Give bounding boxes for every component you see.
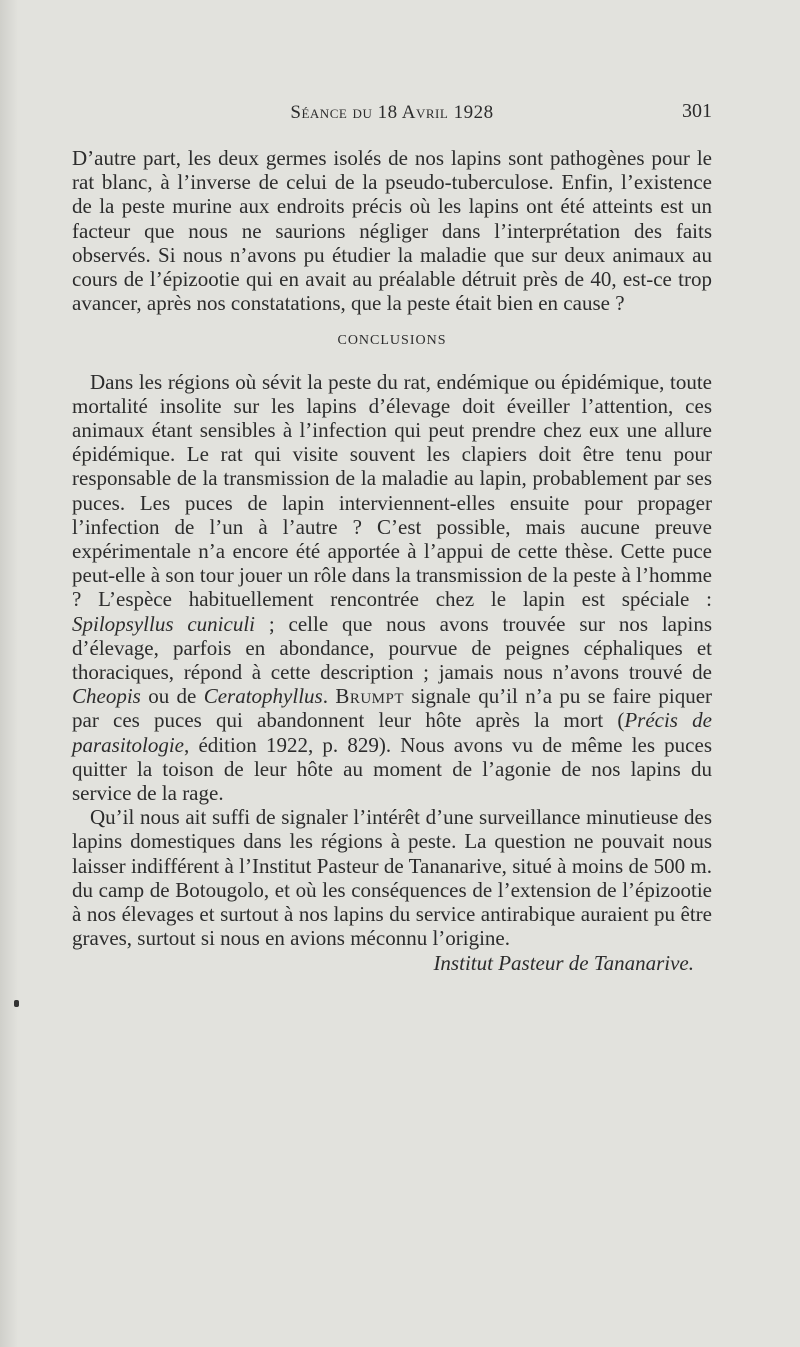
signature	[72, 951, 712, 975]
species-name-ceratophyllus: Ceratophyllus	[203, 684, 323, 709]
paragraph-1: D’autre part, les deux germes isolés de nos lapins sont pathogènes pour le rat blanc, à l’inverse de celui de la pseudo-tuberculose. Enfin, l’existence de la peste murine aux endroits précis où les lapins ont été atteints est un facteur que nous ne saurions négliger dans l’interprétation des faits observés. Si nous n’avons pu étudier la maladie que sur deux animaux au cours de l’épizootie qui en avait au préalable détruit près de 40, est-ce trop avancer, après nos constatations, que la peste était bien en cause ?	[72, 146, 712, 316]
species-name-spilopsyllus: Spilopsyllus cuniculi	[72, 611, 255, 636]
running-title: Séance du 18 Avril 1928	[290, 102, 494, 123]
page-edge	[0, 0, 18, 1347]
paragraph-2	[72, 370, 712, 806]
paragraph-2-text-d: .	[322, 684, 336, 709]
paragraph-2-text-b: ; celle que nous avons trouvée sur nos lapins d’élevage, parfois en abondance, pourvue de peignes céphaliques et thoraciques, répond à cette description ; jamais nous n’avons trouvé de	[72, 611, 713, 685]
paragraph-2-text-c: ou de	[140, 684, 204, 709]
paragraph-2-text-a: Dans les régions où sévit la peste du rat, endémique ou épidémique, toute mortalité insolite sur les lapins d’élevage doit éveiller l’attention, ces animaux étant sensibles à l’infection qui peut prendre chez eux une allure épidémique. Le rat qui visite souvent les clapiers doit être tenu pour responsable de la transmission de la maladie au lapin, probablement par ses puces. Les puces de lapin interviennent-elles ensuite pour propager l’infection de l’un à l’autre ? C’est possible, mais aucune preuve expérimentale n’a encore été apportée à l’appui de cette thèse. Cette puce peut-elle à son tour jouer un rôle dans la transmission de la peste à l’homme ? L’espèce habituellement rencontrée chez le lapin est spéciale :	[72, 369, 712, 612]
paragraph-3: Qu’il nous ait suffi de signaler l’intérêt d’une surveillance minutieuse des lapins domestiques dans les régions à peste. La question ne pouvait nous laisser indifférent à l’Institut Pasteur de Tananarive, situé à moins de 500 m. du camp de Botougolo, et où les conséquences de l’extension de l’épizootie à nos élevages et surtout à nos lapins du service antirabique auraient pu être graves, surtout si nous en avions méconnu l’origine.	[72, 805, 712, 951]
book-title: Précis de parasitologie	[72, 708, 712, 757]
species-name-cheopis: Cheopis	[72, 684, 141, 709]
body-text	[72, 146, 712, 975]
page-header	[72, 100, 712, 130]
paragraph-2-text-e: signale qu’il n’a pu se faire piquer par ces puces qui abandonnent leur hôte après la mort (	[72, 684, 713, 733]
page-number: 301	[682, 100, 712, 122]
paragraph-2-text-f: , édition 1922, p. 829). Nous avons vu de même les puces quitter la toison de leur hôte au moment de l’agonie de nos lapins du service de la rage.	[72, 732, 712, 806]
section-title-conclusions: CONCLUSIONS	[337, 333, 447, 349]
author-name-brumpt: Brumpt	[335, 684, 405, 709]
signature-text: Institut Pasteur de Tananarive.	[433, 950, 694, 975]
margin-mark	[14, 1000, 19, 1007]
